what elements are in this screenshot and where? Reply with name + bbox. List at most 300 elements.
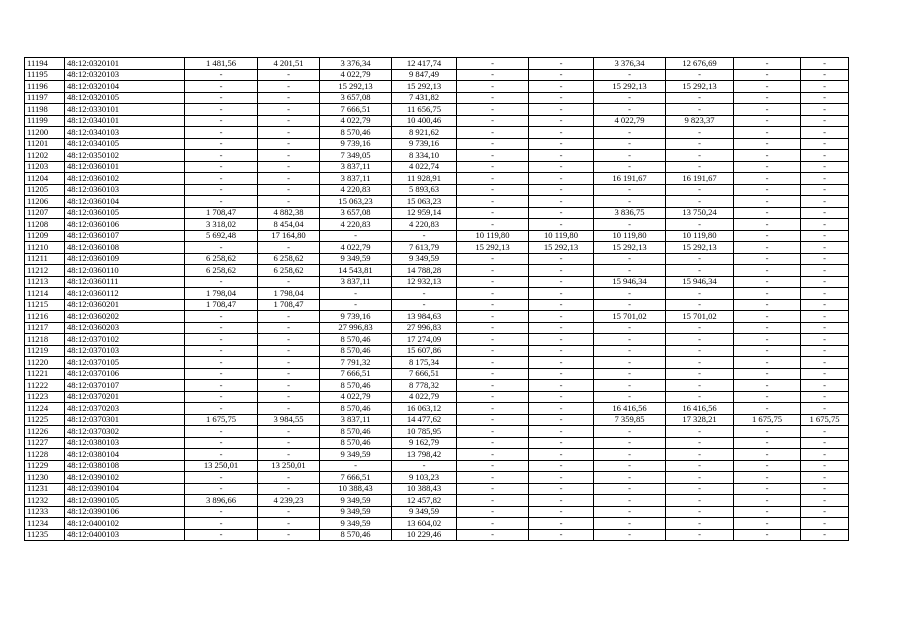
row-number-cell: 11206	[25, 196, 65, 208]
value-cell: -	[666, 449, 734, 461]
value-cell: -	[594, 380, 666, 392]
value-cell: -	[666, 265, 734, 277]
value-cell: -	[801, 161, 849, 173]
value-cell: 7 349,05	[320, 150, 392, 162]
row-number-cell: 11224	[25, 403, 65, 415]
row-number-cell: 11204	[25, 173, 65, 185]
value-cell: -	[258, 161, 320, 173]
value-cell: -	[801, 173, 849, 185]
row-number-cell: 11210	[25, 242, 65, 254]
value-cell: -	[666, 69, 734, 81]
value-cell: -	[666, 196, 734, 208]
table-row	[25, 334, 849, 346]
value-cell: -	[801, 460, 849, 472]
value-cell: -	[258, 380, 320, 392]
cadastral-number-cell: 48:12:0360203	[65, 322, 185, 334]
value-cell: 14 477,62	[392, 414, 457, 426]
value-cell: -	[734, 460, 801, 472]
value-cell: -	[529, 207, 594, 219]
value-cell: 3 837,11	[320, 276, 392, 288]
cadastral-number-cell: 48:12:0390104	[65, 483, 185, 495]
value-cell: 8 570,46	[320, 345, 392, 357]
value-cell: -	[594, 322, 666, 334]
table-row	[25, 173, 849, 185]
row-number-cell: 11209	[25, 230, 65, 242]
value-cell: -	[666, 288, 734, 300]
value-cell: 6 258,62	[258, 265, 320, 277]
row-number-cell: 11229	[25, 460, 65, 472]
value-cell: 15 292,13	[594, 242, 666, 254]
cadastral-number-cell: 48:12:0370201	[65, 391, 185, 403]
value-cell: -	[258, 518, 320, 530]
table-row	[25, 299, 849, 311]
value-cell: -	[258, 334, 320, 346]
value-cell: -	[666, 219, 734, 231]
value-cell: -	[801, 207, 849, 219]
value-cell: 4 022,79	[594, 115, 666, 127]
value-cell: 10 119,80	[529, 230, 594, 242]
value-cell: 3 837,11	[320, 173, 392, 185]
table-row	[25, 357, 849, 369]
value-cell: 7 359,85	[594, 414, 666, 426]
table-row	[25, 288, 849, 300]
value-cell: -	[801, 529, 849, 541]
row-number-cell: 11201	[25, 138, 65, 150]
cadastral-number-cell: 48:12:0360109	[65, 253, 185, 265]
value-cell: -	[185, 403, 258, 415]
row-number-cell: 11233	[25, 506, 65, 518]
table-row	[25, 426, 849, 438]
value-cell: -	[734, 472, 801, 484]
value-cell: 12 417,74	[392, 58, 457, 70]
value-cell: 1 798,04	[185, 288, 258, 300]
table-row	[25, 437, 849, 449]
cadastral-number-cell: 48:12:0390102	[65, 472, 185, 484]
value-cell: -	[185, 127, 258, 139]
value-cell: -	[258, 127, 320, 139]
value-cell: -	[666, 518, 734, 530]
value-cell: 8 454,04	[258, 219, 320, 231]
value-cell: 9 847,49	[392, 69, 457, 81]
value-cell: -	[258, 472, 320, 484]
value-cell: -	[529, 127, 594, 139]
value-cell: -	[801, 81, 849, 93]
table-row	[25, 380, 849, 392]
value-cell: -	[594, 104, 666, 116]
value-cell: 1 798,04	[258, 288, 320, 300]
value-cell: 7 791,32	[320, 357, 392, 369]
value-cell: -	[529, 265, 594, 277]
row-number-cell: 11211	[25, 253, 65, 265]
value-cell: -	[457, 322, 529, 334]
value-cell: -	[185, 357, 258, 369]
value-cell: -	[258, 483, 320, 495]
value-cell: -	[734, 288, 801, 300]
value-cell: 7 613,79	[392, 242, 457, 254]
table-row	[25, 322, 849, 334]
value-cell: -	[320, 230, 392, 242]
value-cell: -	[734, 437, 801, 449]
value-cell: -	[666, 368, 734, 380]
table-row	[25, 207, 849, 219]
row-number-cell: 11199	[25, 115, 65, 127]
value-cell: -	[457, 92, 529, 104]
row-number-cell: 11215	[25, 299, 65, 311]
value-cell: -	[666, 460, 734, 472]
value-cell: 1 708,47	[258, 299, 320, 311]
value-cell: -	[801, 92, 849, 104]
value-cell: -	[666, 334, 734, 346]
value-cell: -	[258, 506, 320, 518]
cadastral-number-cell: 48:12:0350102	[65, 150, 185, 162]
value-cell: -	[594, 150, 666, 162]
cadastral-number-cell: 48:12:0330101	[65, 104, 185, 116]
value-cell: -	[734, 230, 801, 242]
value-cell: 1 481,56	[185, 58, 258, 70]
value-cell: -	[392, 460, 457, 472]
value-cell: -	[666, 299, 734, 311]
value-cell: -	[185, 69, 258, 81]
value-cell: -	[594, 345, 666, 357]
value-cell: 8 921,62	[392, 127, 457, 139]
value-cell: -	[801, 127, 849, 139]
value-cell: 3 837,11	[320, 161, 392, 173]
value-cell: 10 119,80	[594, 230, 666, 242]
value-cell: -	[594, 299, 666, 311]
cadastral-number-cell: 48:12:0320101	[65, 58, 185, 70]
row-number-cell: 11232	[25, 495, 65, 507]
value-cell: 9 739,16	[320, 138, 392, 150]
value-cell: -	[801, 472, 849, 484]
value-cell: -	[801, 391, 849, 403]
value-cell: -	[185, 518, 258, 530]
value-cell: -	[734, 242, 801, 254]
row-number-cell: 11216	[25, 311, 65, 323]
value-cell: -	[258, 173, 320, 185]
table-row	[25, 230, 849, 242]
value-cell: -	[734, 161, 801, 173]
value-cell: -	[529, 150, 594, 162]
value-cell: -	[734, 219, 801, 231]
row-number-cell: 11213	[25, 276, 65, 288]
table-row	[25, 414, 849, 426]
value-cell: 15 063,23	[320, 196, 392, 208]
value-cell: -	[734, 483, 801, 495]
table-row	[25, 81, 849, 93]
value-cell: -	[529, 299, 594, 311]
value-cell: -	[185, 104, 258, 116]
value-cell: -	[529, 69, 594, 81]
value-cell: -	[457, 391, 529, 403]
value-cell: -	[594, 426, 666, 438]
value-cell: -	[457, 311, 529, 323]
value-cell: 3 657,08	[320, 207, 392, 219]
value-cell: -	[457, 161, 529, 173]
value-cell: -	[594, 92, 666, 104]
value-cell: -	[529, 104, 594, 116]
value-cell: -	[801, 368, 849, 380]
cadastral-number-cell: 48:12:0390105	[65, 495, 185, 507]
value-cell: 17 328,21	[666, 414, 734, 426]
value-cell: -	[529, 184, 594, 196]
value-cell: 4 022,79	[392, 391, 457, 403]
value-cell: -	[258, 69, 320, 81]
value-cell: -	[734, 127, 801, 139]
value-cell: 8 175,34	[392, 357, 457, 369]
value-cell: -	[594, 495, 666, 507]
value-cell: 16 191,67	[666, 173, 734, 185]
row-number-cell: 11220	[25, 357, 65, 369]
value-cell: 3 984,55	[258, 414, 320, 426]
value-cell: -	[666, 357, 734, 369]
value-cell: 1 675,75	[801, 414, 849, 426]
value-cell: -	[457, 288, 529, 300]
cadastral-number-cell: 48:12:0320105	[65, 92, 185, 104]
value-cell: -	[529, 115, 594, 127]
value-cell: 9 349,59	[392, 506, 457, 518]
value-cell: 4 022,79	[320, 391, 392, 403]
cadastral-number-cell: 48:12:0360105	[65, 207, 185, 219]
value-cell: -	[666, 495, 734, 507]
value-cell: -	[258, 104, 320, 116]
value-cell: -	[457, 414, 529, 426]
value-cell: -	[734, 276, 801, 288]
value-cell: -	[801, 299, 849, 311]
value-cell: 10 388,43	[392, 483, 457, 495]
value-cell: -	[801, 311, 849, 323]
value-cell: 4 022,79	[320, 115, 392, 127]
value-cell: -	[529, 472, 594, 484]
cadastral-number-cell: 48:12:0370105	[65, 357, 185, 369]
value-cell: -	[185, 449, 258, 461]
table-row	[25, 460, 849, 472]
value-cell: -	[801, 58, 849, 70]
cadastral-number-cell: 48:12:0370302	[65, 426, 185, 438]
value-cell: -	[457, 357, 529, 369]
value-cell: 9 349,59	[320, 518, 392, 530]
value-cell: -	[666, 437, 734, 449]
value-cell: -	[457, 58, 529, 70]
value-cell: -	[258, 357, 320, 369]
value-cell: -	[258, 276, 320, 288]
value-cell: -	[801, 437, 849, 449]
value-cell: 10 119,80	[666, 230, 734, 242]
value-cell: 6 258,62	[185, 265, 258, 277]
row-number-cell: 11234	[25, 518, 65, 530]
value-cell: -	[801, 357, 849, 369]
row-number-cell: 11228	[25, 449, 65, 461]
value-cell: -	[185, 242, 258, 254]
value-cell: -	[185, 472, 258, 484]
value-cell: -	[734, 334, 801, 346]
value-cell: -	[801, 426, 849, 438]
value-cell: 4 220,83	[392, 219, 457, 231]
table-row	[25, 242, 849, 254]
value-cell: 3 376,34	[594, 58, 666, 70]
cadastral-number-cell: 48:12:0380108	[65, 460, 185, 472]
value-cell: -	[529, 460, 594, 472]
cadastral-number-cell: 48:12:0370301	[65, 414, 185, 426]
value-cell: -	[392, 299, 457, 311]
row-number-cell: 11225	[25, 414, 65, 426]
cadastral-number-cell: 48:12:0340101	[65, 115, 185, 127]
cadastral-number-cell: 48:12:0360201	[65, 299, 185, 311]
value-cell: -	[734, 115, 801, 127]
value-cell: 15 701,02	[666, 311, 734, 323]
value-cell: -	[594, 357, 666, 369]
table-row	[25, 368, 849, 380]
value-cell: -	[594, 184, 666, 196]
cadastral-number-cell: 48:12:0360202	[65, 311, 185, 323]
table-row	[25, 311, 849, 323]
row-number-cell: 11195	[25, 69, 65, 81]
value-cell: 27 996,83	[320, 322, 392, 334]
row-number-cell: 11212	[25, 265, 65, 277]
value-cell: -	[529, 81, 594, 93]
cadastral-number-cell: 48:12:0360102	[65, 173, 185, 185]
value-cell: -	[457, 138, 529, 150]
value-cell: 3 657,08	[320, 92, 392, 104]
table-row	[25, 345, 849, 357]
value-cell: -	[801, 288, 849, 300]
value-cell: 1 708,47	[185, 299, 258, 311]
value-cell: 10 119,80	[457, 230, 529, 242]
value-cell: 15 292,13	[392, 81, 457, 93]
value-cell: -	[185, 529, 258, 541]
value-cell: -	[529, 506, 594, 518]
data-table	[24, 57, 849, 541]
cadastral-number-cell: 48:12:0340105	[65, 138, 185, 150]
value-cell: -	[594, 518, 666, 530]
value-cell: -	[666, 380, 734, 392]
value-cell: -	[734, 81, 801, 93]
value-cell: -	[734, 495, 801, 507]
value-cell: -	[185, 276, 258, 288]
value-cell: 5 893,63	[392, 184, 457, 196]
value-cell: 11 928,91	[392, 173, 457, 185]
value-cell: -	[320, 299, 392, 311]
value-cell: -	[529, 403, 594, 415]
row-number-cell: 11207	[25, 207, 65, 219]
value-cell: -	[594, 334, 666, 346]
row-number-cell: 11235	[25, 529, 65, 541]
value-cell: 9 349,59	[320, 449, 392, 461]
value-cell: 15 701,02	[594, 311, 666, 323]
value-cell: -	[734, 265, 801, 277]
value-cell: -	[185, 437, 258, 449]
value-cell: -	[258, 426, 320, 438]
value-cell: -	[594, 219, 666, 231]
value-cell: -	[529, 391, 594, 403]
value-cell: 4 022,79	[320, 69, 392, 81]
value-cell: -	[666, 322, 734, 334]
value-cell: -	[801, 345, 849, 357]
value-cell: -	[734, 104, 801, 116]
value-cell: -	[529, 219, 594, 231]
cadastral-number-cell: 48:12:0400102	[65, 518, 185, 530]
value-cell: -	[666, 253, 734, 265]
value-cell: 3 318,02	[185, 219, 258, 231]
table-row	[25, 495, 849, 507]
value-cell: 15 063,23	[392, 196, 457, 208]
value-cell: -	[185, 196, 258, 208]
table-row	[25, 253, 849, 265]
value-cell: -	[594, 196, 666, 208]
value-cell: -	[457, 529, 529, 541]
value-cell: 3 376,34	[320, 58, 392, 70]
cadastral-number-cell: 48:12:0380104	[65, 449, 185, 461]
value-cell: 15 946,34	[666, 276, 734, 288]
value-cell: -	[666, 184, 734, 196]
value-cell: -	[666, 150, 734, 162]
value-cell: 5 692,48	[185, 230, 258, 242]
value-cell: -	[734, 184, 801, 196]
value-cell: 8 570,46	[320, 334, 392, 346]
cadastral-number-cell: 48:12:0370106	[65, 368, 185, 380]
row-number-cell: 11226	[25, 426, 65, 438]
table-body	[25, 58, 849, 541]
value-cell: 13 798,42	[392, 449, 457, 461]
table-row	[25, 518, 849, 530]
value-cell: -	[258, 437, 320, 449]
value-cell: -	[185, 150, 258, 162]
value-cell: -	[801, 403, 849, 415]
value-cell: 13 984,63	[392, 311, 457, 323]
table-row	[25, 104, 849, 116]
value-cell: -	[529, 196, 594, 208]
value-cell: -	[457, 276, 529, 288]
value-cell: 1 675,75	[185, 414, 258, 426]
value-cell: 12 457,82	[392, 495, 457, 507]
value-cell: -	[666, 506, 734, 518]
value-cell: -	[529, 483, 594, 495]
value-cell: -	[320, 288, 392, 300]
value-cell: -	[258, 311, 320, 323]
value-cell: -	[185, 506, 258, 518]
value-cell: -	[258, 196, 320, 208]
value-cell: -	[801, 69, 849, 81]
value-cell: 8 570,46	[320, 127, 392, 139]
value-cell: -	[801, 380, 849, 392]
cadastral-number-cell: 48:12:0360107	[65, 230, 185, 242]
value-cell: -	[734, 173, 801, 185]
table-row	[25, 58, 849, 70]
value-cell: -	[801, 506, 849, 518]
value-cell: 14 788,28	[392, 265, 457, 277]
value-cell: -	[258, 150, 320, 162]
value-cell: 9 349,59	[320, 253, 392, 265]
value-cell: -	[457, 299, 529, 311]
value-cell: -	[185, 311, 258, 323]
value-cell: -	[258, 242, 320, 254]
row-number-cell: 11200	[25, 127, 65, 139]
value-cell: -	[457, 426, 529, 438]
row-number-cell: 11223	[25, 391, 65, 403]
value-cell: 16 416,56	[594, 403, 666, 415]
value-cell: 8 570,46	[320, 437, 392, 449]
value-cell: -	[529, 380, 594, 392]
table-row	[25, 276, 849, 288]
cadastral-number-cell: 48:12:0360104	[65, 196, 185, 208]
value-cell: -	[457, 127, 529, 139]
value-cell: 9 823,37	[666, 115, 734, 127]
value-cell: -	[529, 161, 594, 173]
table-row	[25, 150, 849, 162]
value-cell: -	[185, 184, 258, 196]
table-row	[25, 196, 849, 208]
cadastral-number-cell: 48:12:0390106	[65, 506, 185, 518]
table-row	[25, 483, 849, 495]
